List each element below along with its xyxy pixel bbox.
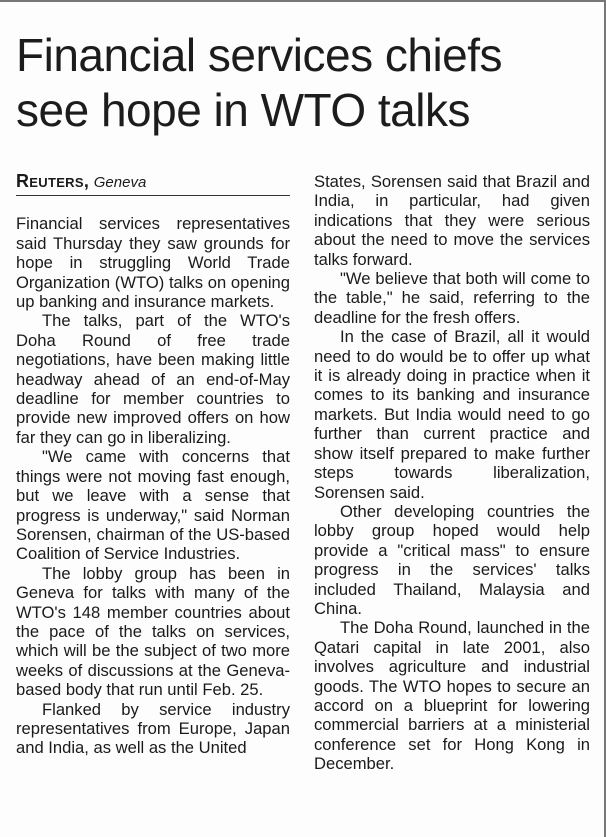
paragraph: In the case of Brazil, all it would need to do would be to offer up what it is already doing in practice when it comes to its banking and insurance markets. But India would need to go further than current practice and show itself prepared to make further steps towards liberalization, Sorensen said. <box>314 327 590 502</box>
headline-line-2: see hope in WTO talks <box>16 84 470 136</box>
headline <box>16 28 502 138</box>
paragraph: The lobby group has been in Geneva for talks with many of the WTO's 148 member countries about the pace of the talks on services, which will be the subject of two more weeks of discussions at the Geneva-based body that run until Feb. 25. <box>16 563 290 700</box>
paragraph: Flanked by service industry representatives from Europe, Japan and India, as well as the United <box>16 699 290 758</box>
byline-source: Reuters, <box>16 171 90 191</box>
paragraph: "We believe that both will come to the table," he said, referring to the deadline for the fresh offers. <box>314 269 590 327</box>
paragraph: States, Sorensen said that Brazil and India, in particular, had given indications that they were serious about the need to move the services talks forward. <box>314 172 590 269</box>
headline-line-1: Financial services chiefs <box>16 29 503 81</box>
paragraph: The Doha Round, launched in the Qatari capital in late 2001, also involves agriculture and industrial goods. The WTO hopes to secure an accord on a blueprint for lowering commercial barriers at a ministerial conference set for Hong Kong in December. <box>314 618 590 774</box>
paragraph: "We came with concerns that things were not moving fast enough, but we leave with a sense that progress is underway," said Norman Sorensen, chairman of the US-based Coalition of Service Industries. <box>16 447 290 564</box>
paragraph: Financial services representatives said Thursday they saw grounds for hope in struggling World Trade Organization (WTO) talks on opening up banking and insurance markets. <box>16 214 290 312</box>
byline <box>16 172 290 196</box>
byline-city: Geneva <box>93 174 147 191</box>
article-column-right <box>314 172 590 774</box>
paragraph: The talks, part of the WTO's Doha Round of free trade negotiations, have been making little headway ahead of an end-of-May deadline for member countries to provide new improved offers on how far they can go in liberalizing. <box>16 311 290 447</box>
article-column-left <box>16 172 290 758</box>
paragraph: Other developing countries the lobby group hoped would help provide a "critical mass" to ensure progress in the services' talks included Thailand, Malaysia and China. <box>314 501 590 618</box>
